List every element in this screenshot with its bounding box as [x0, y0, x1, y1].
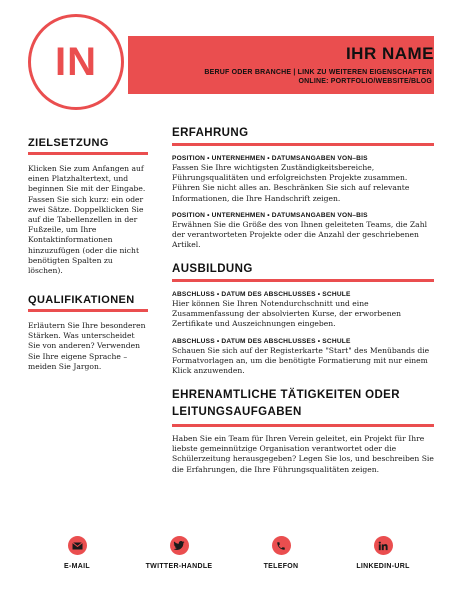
twitter-label: TWITTER-HANDLE [145, 563, 213, 570]
initials: IN [55, 39, 97, 84]
experience-entry [172, 212, 434, 251]
email-label: E-MAIL [64, 563, 90, 570]
volunteer-text: Haben Sie ein Team für Ihren Verein geleitet, ein Projekt für Ihre liebste gemeinnützige Organisation verantwortet oder die Schülerzeitung herausgegeben? Legen Sie los, und beschreiben Sie die Erfahrungen, die Ihre Führungsqualitäten zeigen. [172, 434, 434, 474]
experience-rule [172, 143, 434, 146]
education-entry-text: Schauen Sie sich auf der Registerkarte "Start" des Menübands die Formatvorlagen an, um die benötigte Formatierung mit nur einem Klick anzuwenden. [172, 345, 430, 376]
experience-entry-head: POSITION • UNTERNEHMEN • DATUMSANGABEN VON–BIS [172, 155, 368, 162]
person-name: IHR NAME [345, 44, 434, 63]
education-rule [172, 279, 434, 282]
linkedin-icon[interactable] [374, 536, 393, 555]
tagline [204, 68, 432, 86]
twitter-icon[interactable] [170, 536, 189, 555]
education-entry [172, 338, 434, 377]
education-entry [172, 291, 434, 330]
experience-entry-text: Fassen Sie Ihre wichtigsten Zuständigkeitsbereiche, Führungsqualitäten und erfolgreichsten Projekte zusammen. Führen Sie nicht alles an. Beschränken Sie sich auf relevante Informationen, die Ihre Handschrift zeigen. [172, 163, 410, 203]
volunteer-rule [172, 424, 434, 427]
volunteer-title-line-1: EHRENAMTLICHE TÄTIGKEITEN ODER [172, 389, 400, 401]
experience-title: ERFAHRUNG [172, 127, 249, 139]
experience-entry-head: POSITION • UNTERNEHMEN • DATUMSANGABEN VON–BIS [172, 211, 368, 219]
education-entry-head: ABSCHLUSS • DATUM DES ABSCHLUSSES • SCHULE [172, 337, 351, 345]
skills-rule [28, 309, 148, 312]
skills-text: Erläutern Sie Ihre besonderen Stärken. Was unterscheidet Sie von anderen? Verwenden Sie Ihre eigene Sprache – meiden Sie Jargon. [28, 321, 146, 371]
email-icon[interactable] [68, 536, 87, 555]
education-entry-text: Hier können Sie Ihren Notendurchschnitt und eine Zusammenfassung der absolvierten Kurse, der erworbenen Zertifikate und Auszeichnungen eingeben. [172, 299, 402, 329]
objective-text: Klicken Sie zum Anfangen auf einen Platzhaltertext, und beginnen Sie mit der Eingabe. Fassen Sie sich kurz: ein oder zwei Sätze. Doppelklicken Sie auf die Tabellenzellen in der Fußzeile, um Ihre Kontaktinformationen hinzuzufügen (oder die nicht benötigten Spalten zu löschen). [28, 164, 146, 276]
phone-icon[interactable] [272, 536, 291, 555]
experience-entry [172, 155, 434, 204]
volunteer-section [172, 387, 434, 475]
contact-email[interactable] [37, 536, 117, 570]
objective-section [28, 137, 148, 276]
skills-title: QUALIFIKATIONEN [28, 294, 135, 306]
contact-linkedin[interactable] [343, 536, 423, 570]
experience-entry-text: Erwähnen Sie die Größe des von Ihnen geleiteten Teams, die Zahl der verantworteten Projekte oder die Anzahl der geschriebenen Artikel. [172, 219, 428, 250]
phone-label: TELEFON [263, 563, 299, 570]
contact-twitter[interactable] [139, 536, 219, 570]
objective-title: ZIELSETZUNG [28, 137, 109, 149]
tagline-line-2: ONLINE: PORTFOLIO/WEBSITE/BLOG [298, 78, 432, 85]
contact-phone[interactable] [241, 536, 321, 570]
volunteer-title-line-2: LEITUNGSAUFGABEN [172, 406, 302, 418]
monogram-circle [28, 14, 124, 110]
experience-section [172, 127, 434, 250]
education-title: AUSBILDUNG [172, 263, 253, 275]
skills-section [28, 294, 148, 372]
objective-rule [28, 152, 148, 155]
volunteer-title [172, 387, 434, 421]
linkedin-label: LINKEDIN-URL [356, 563, 410, 570]
tagline-line-1: BERUF ODER BRANCHE | LINK ZU WEITEREN EIGENSCHAFTEN [204, 69, 432, 76]
education-section [172, 263, 434, 376]
education-entry-head: ABSCHLUSS • DATUM DES ABSCHLUSSES • SCHULE [172, 291, 351, 298]
